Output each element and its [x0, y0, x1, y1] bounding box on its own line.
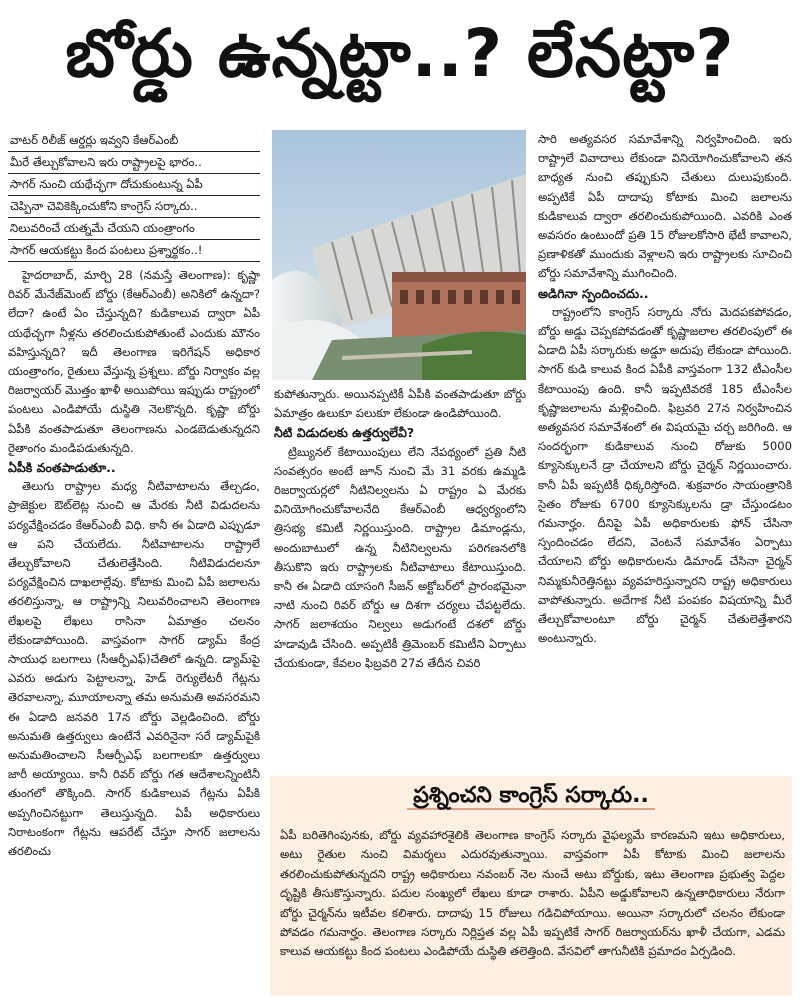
- article-intro: హైదరాబాద్, మార్చి 28 (నమస్తే తెలంగాణ): కృష్ణా రివర్ మేనేజ్‌మెంట్ బోర్డు (కేఆర్ఎంబీ) అనికిలో ఉన్నదా? లేదా? ఉంటే ఏం చేస్తున్నది? కుడికాలువ ద్వారా ఏపీ యథేచ్ఛగా నీళ్లను తరలించుకుపోతుంటే ఎందుకు మౌనం వహిస్తున్నది? ఇదీ తెలంగాణ ఇరిగేషన్ అధికార యంత్రాంగం, రైతులు వేస్తున్న ప్రశ్నలు. బోర్డు నిర్వాకం వల్ల రిజర్వాయర్ మొత్తం ఖాళీ అయిపోయి ఇప్పుడు రాష్ట్రంలో పంటలు ఎండిపోయే దుస్థితి నెలకొన్నది. కృష్ణా బోర్డు ఏపీకి వంతపాడుతూ తెలంగాణను ఎండబెడుతున్నదని రైతాంగం మండిపడుతున్నది.: [8, 268, 260, 455]
- bullet-item: సాగర్ నుంచి యథేచ్ఛగా దోచుకుంటున్న ఏపీ: [8, 174, 260, 196]
- subheading-release-orders: నీటి విడుదలకు ఉత్తర్వులేవీ?: [274, 425, 415, 441]
- article-body-1: తెలుగు రాష్ట్రాల మధ్య నీటివాటాలను తేల్చడం, ప్రాజెక్టుల ఔట్‌లెట్ల నుంచి ఆ మేరకు నీటి విడుదలను పర్యవేక్షించడం కేఆర్ఎంబీ విధి. కానీ ఈ ఏడాది ఎప్పుడూ ఆ పని చేయలేదు. నీటివాటాలను రాష్ట్రాలే తేల్చుకోవాలని చేతులెత్తేసింది. నీటివిడుదలనూ పర్యవేక్షించిన దాఖలాల్లేవు. కోటాకు మించి ఏపీ జలాలను తరలిస్తున్నా, ఆ రాష్ట్రాన్ని నిలువరించాలని తెలంగాణ లేఖలపై లేఖలు రాసినా ఏమాత్రం చలనం లేకుండాపోయింది. వాస్తవంగా సాగర్ డ్యామ్ కేంద్ర సాయుధ బలగాలు (సీఆర్పీఎఫ్)చేతిలో ఉన్నది. డ్యామ్‌పై ఎవరు అడుగు పెట్టాలన్నా, హెడ్ రెగ్యులేటరీ గేట్లను తెరవాలన్నా, మూయాలన్నా తమ అనుమతి అవసరమని ఈ ఏడాది జనవరి 17న బోర్డు వెల్లడించింది. బోర్డు అనుమతి ఉత్తర్వులు ఉంటేనే ఎవరినైనా సరే డ్యామ్‌పైకి అనుమతించాలని సీఆర్పీఎఫ్ బలగాలకూ ఉత్తర్వులు జారీ అయ్యాయి. కానీ రివర్ బోర్డు గత ఆదేశాలన్నింటినీ తుంగలో తొక్కింది. సాగర్ కుడికాలువ గేట్లను ఏపీకి అప్పగించినట్టుగా తెలుస్తున్నది. ఏపీ అధికారులు నిరాటంకంగా గేట్లను ఆపరేట్ చేస్తూ సాగర్ జలాలను తరలించు: [8, 479, 260, 859]
- box-title: [270, 783, 792, 813]
- bullet-item: వాటర్ రిలీజ్ ఆర్డర్లు ఇవ్వని కేఆర్ఎంబీ: [8, 130, 260, 152]
- bullet-item: మీరే తేల్చుకోవాలని ఇరు రాష్ట్రాలపై భారం..: [8, 152, 260, 174]
- dam-illustration: [272, 130, 526, 380]
- bullet-item: చెప్పినా చెవికెక్కించుకోని కాంగ్రెస్ సర్కారు..: [8, 196, 260, 218]
- article-continued-2: సారి అత్యవసర సమావేశాన్ని నిర్వహించింది. ఇరు రాష్ట్రాలే వివాదాలు లేకుండా వినియోగించుకోవాలని తన బాధ్యత నుంచి తప్పుకుని చేతులు దులుపుకుంది. అప్పటికే ఏపీ దాదాపు కోటాకు మించి జలాలను కుడికాలువ ద్వారా తరలించుకుపోయింది. ఎవరికి ఎంత అవసరం ఉంటుందో ప్రతి 15 రోజులకోసారి భేటీ కావాలని, ప్రణాళికతో ముందుకు వెళ్లాలని ఇరు రాష్ట్రాలకు సూచించి బోర్డు సమావేశాన్ని ముగించింది.: [538, 132, 792, 281]
- box-text: ఏపీ బరితెగింపునకు, బోర్డు వ్యవహారశైలికి తెలంగాణ కాంగ్రెస్ సర్కారు వైఫల్యమే కారణమని ఇటు అధికారులు, అటు రైతుల నుంచి విమర్శలు ఎదురవుతున్నాయి. వాస్తవంగా ఏపీ కోటాకు మించి జలాలను తరలించుకుపోతున్నదని రాష్ట్ర అధికారులు నవంబర్ నెల నుంచే అటు బోర్డుకు, ఇటు తెలంగాణ ప్రభుత్వ పెద్దల దృష్టికి తీసుకొస్తున్నారు. పదుల సంఖ్యలో లేఖలు కూడా రాశారు. ఏపీని అడ్డుకోవాలని ఉన్నతాధికారులు నేరుగా బోర్డు చైర్మన్‌ను ఇటీవల కలిశారు. దాదాపు 15 రోజులు గడిచిపోయాయి. అయినా సర్కారులో చలనం లేకుండా పోవడం గమనార్హం. తెలంగాణ సర్కారు నిర్లిప్తత వల్ల ఏపీ ఇప్పటికే సాగర్ రిజర్వాయర్‌ను ఖాళీ చేయగా, ఎడమ కాలువ ఆయకట్టు కింద పంటలు ఎండిపోయే దుస్థితి తలెత్తింది. వేసవిలో తాగునీటికి ప్రమాదం ఏర్పడింది.: [280, 828, 785, 959]
- article-body-2: ట్రిబ్యునల్ కేటాయింపులు లేని నేపథ్యంలో ప్రతి నీటి సంవత్సరం అంటే జూన్ నుంచి మే 31 వరకు ఉమ్మడి రిజర్వాయర్లలో నీటినిల్వలను ఏ రాష్ట్రం ఏ మేరకు వినియోగించుకోవాలనేది కేఆర్ఎంబీ ఆధ్వర్యంలోని త్రిసభ్య కమిటీ నిర్ణయిస్తుంది. రాష్ట్రాల డిమాండ్లను, అందుబాటులో ఉన్న నీటినిల్వలను పరిగణనలోకి తీసుకొని ఇరు రాష్ట్రాలకు నీటివాటాలు కేటాయిస్తుంది. కానీ ఈ ఏడాది యాసంగి సీజన్ అక్టోబర్‌లో ప్రారంభమైనా నాటి నుంచి రివర్ బోర్డు ఆ దిశగా చర్యలు చేపట్టలేదు. సాగర్ జలాశయం నిల్వలు అడుగంటే దశలో బోర్డు హడావుడి చేసింది. అప్పటికీ త్రిమెంబర్ కమిటీని ఏర్పాటు చేయకుండా, కేవలం ఫిబ్రవరి 27వ తేదీన చివరి: [274, 444, 526, 670]
- headline: బోర్డు ఉన్నట్టా..? లేనట్టా?: [65, 14, 735, 92]
- bullet-item: నిలువరించే యత్నమే చేయని యంత్రాంగం: [8, 218, 260, 240]
- bullet-item: సాగర్ ఆయకట్టు కింద పంటలు ప్రశ్నార్థకం..!: [8, 240, 260, 262]
- column-2: [274, 385, 526, 773]
- subheading-ap-support: ఏపీకి వంతపాడుతూ..: [8, 460, 116, 476]
- article-body-3: రాష్ట్రంలోని కాంగ్రెస్ సర్కారు నోరు మెదపకపోవడం, బోర్డు అడ్డు చెప్పకపోవడంతో కృష్ణాజలాల తరలింపులో ఈ ఏడాది ఏపీ సర్కారుకు అడ్డూ అదుపు లేకుండా పోయింది. సాగర్ కుడి కాలువ కింద ఏపీకి వాస్తవంగా 132 టీఎంసీల కేటాయింపు ఉంది. కానీ ఇప్పటివరకే 185 టీఎంసీల కృష్ణాజలాలను మళ్లించింది. ఫిబ్రవరి 27న నిర్వహించిన అత్యవసర సమావేశంలో ఈ విషయమై చర్చ జరిగింది. ఆ సందర్భంగా కుడికాలువ నుంచి రోజుకు 5000 క్యూసెక్కులనే డ్రా చేయాలని బోర్డు చైర్మన్ నిర్ణయించారు. కానీ ఏపీ ఇప్పటికీ ధిక్కరిస్తోంది. శుక్రవారం సాయంత్రానికి సైతం రోజుకు 6700 క్యూసెక్కులను డ్రా చేస్తుండటం గమనార్హం. దీనిపై ఏపీ అధికారులకు ఫోన్ చేసినా స్పందించడం లేదని, వెంటనే సమావేశం ఏర్పాటు చేయాలని బోర్డు అధికారులను డిమాండ్ చేసినా చైర్మన్ నిమ్మకునీరెత్తినట్టు వ్యవహరిస్తున్నారని రాష్ట్ర అధికారులు వాపోతున్నారు. అదేగాక నీటి పంపకం విషయాన్ని మీరే తేల్చుకోవాలంటూ బోర్డు చైర్మన్ చేతులెత్తేశారని అంటున్నారు.: [538, 304, 792, 646]
- subheading-no-response: అడిగినా స్పందించదు..: [538, 285, 649, 301]
- box-title-text: ప్రశ్నించని కాంగ్రెస్ సర్కారు..: [407, 783, 655, 810]
- column-3: [538, 130, 792, 773]
- article-continued: కుపోతున్నారు. అయినప్పటికీ ఏపీకి వంతపాడుతూ బోర్డు ఏమాత్రం ఉలుకూ పలుకూ లేకుండా ఉండిపోయింది.: [274, 387, 526, 421]
- bullet-list: [8, 130, 260, 262]
- column-1: [8, 130, 260, 998]
- dam-photo: [272, 130, 526, 380]
